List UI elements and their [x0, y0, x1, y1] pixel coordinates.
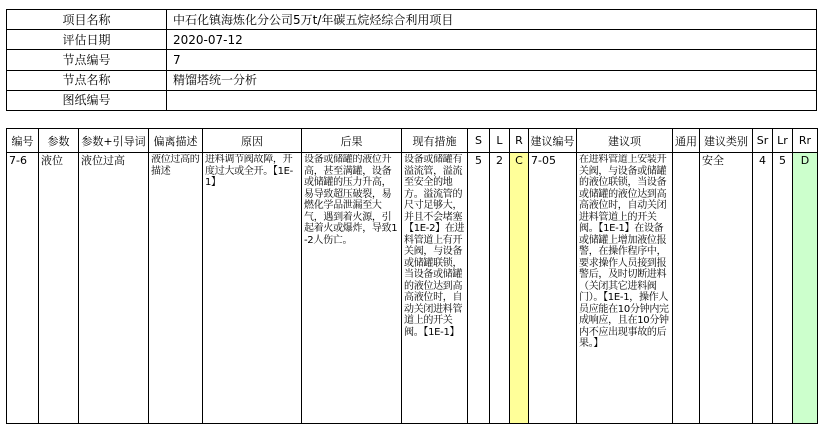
info-row-drawing-number [7, 90, 817, 110]
cell-r[interactable]: C [510, 153, 529, 424]
info-row-project-name [7, 10, 817, 30]
col-header-sr: Sr [753, 129, 773, 153]
col-header-consequence: 后果 [302, 129, 402, 153]
info-label: 项目名称 [7, 10, 167, 30]
header-row [7, 129, 818, 153]
cell-guideword[interactable]: 液位过高 [79, 153, 149, 424]
cell-category[interactable]: 安全 [700, 153, 753, 424]
cell-lr[interactable]: 5 [773, 153, 793, 424]
info-row-node-name [7, 70, 817, 90]
info-value[interactable]: 中石化镇海炼化分公司5万t/年碳五烷烃综合利用项目 [167, 10, 817, 30]
cell-measures[interactable]: 设备或储罐有溢流管，溢流至安全的地方。溢流管的尺寸足够大，并且不会堵塞【1E-2】在进料管道上有开关阀，与设备或储罐联锁，当设备或储罐的液位达到高高液位时，自动关闭进料管道上的开关阀。【1E-1】 [402, 153, 468, 424]
col-header-lr: Lr [773, 129, 793, 153]
info-row-node-number [7, 50, 817, 70]
info-label: 图纸编号 [7, 90, 167, 110]
col-header-category: 建议类别 [700, 129, 753, 153]
cell-rec-id[interactable]: 7-05 [529, 153, 577, 424]
project-info-table [6, 9, 817, 111]
table-row [7, 153, 818, 424]
col-header-param: 参数 [39, 129, 79, 153]
cell-sr[interactable]: 4 [753, 153, 773, 424]
info-value[interactable] [167, 90, 817, 110]
col-header-measures: 现有措施 [402, 129, 468, 153]
hazop-analysis-table [6, 128, 818, 424]
col-header-deviation: 偏离描述 [149, 129, 203, 153]
cell-cause[interactable]: 进料调节阀故障，开度过大或全开。【1E-1】 [203, 153, 302, 424]
cell-deviation[interactable]: 液位过高的描述 [149, 153, 203, 424]
col-header-cause: 原因 [203, 129, 302, 153]
col-header-guideword: 参数+引导词 [79, 129, 149, 153]
cell-l[interactable]: 2 [490, 153, 510, 424]
cell-recommendation[interactable]: 在进料管道上安装开关阀，与设备或储罐的液位联锁，当设备或储罐的液位达到高高液位时，自动关闭进料管道上的开关阀。【1E-1】在设备或储罐上增加液位报警，在操作程序中，要求操作人员接到报警后，及时切断进料（关闭其它进料阀门）。【1E-1，操作人员应能在10分钟内完成响应，且在10分钟内不应出现事故的后果。】 [577, 153, 673, 424]
info-label: 节点名称 [7, 70, 167, 90]
info-value[interactable]: 2020-07-12 [167, 30, 817, 50]
cell-general[interactable] [673, 153, 700, 424]
info-row-eval-date [7, 30, 817, 50]
info-label: 节点编号 [7, 50, 167, 70]
cell-rr[interactable]: D [793, 153, 818, 424]
col-header-recommendation: 建议项 [577, 129, 673, 153]
col-header-s: S [468, 129, 490, 153]
col-header-r: R [510, 129, 529, 153]
info-value[interactable]: 精馏塔统一分析 [167, 70, 817, 90]
col-header-rr: Rr [793, 129, 818, 153]
col-header-l: L [490, 129, 510, 153]
cell-param[interactable]: 液位 [39, 153, 79, 424]
col-header-rec-id: 建议编号 [529, 129, 577, 153]
cell-id[interactable]: 7-6 [7, 153, 39, 424]
cell-consequence[interactable]: 设备或储罐的液位升高，甚至满罐，设备或储罐的压力升高，易导致超压破裂，易燃化学品泄漏至大气，遇到着火源，引起着火或爆炸，导致1-2人伤亡。 [302, 153, 402, 424]
col-header-id: 编号 [7, 129, 39, 153]
col-header-general: 通用 [673, 129, 700, 153]
info-label: 评估日期 [7, 30, 167, 50]
info-value[interactable]: 7 [167, 50, 817, 70]
cell-s[interactable]: 5 [468, 153, 490, 424]
